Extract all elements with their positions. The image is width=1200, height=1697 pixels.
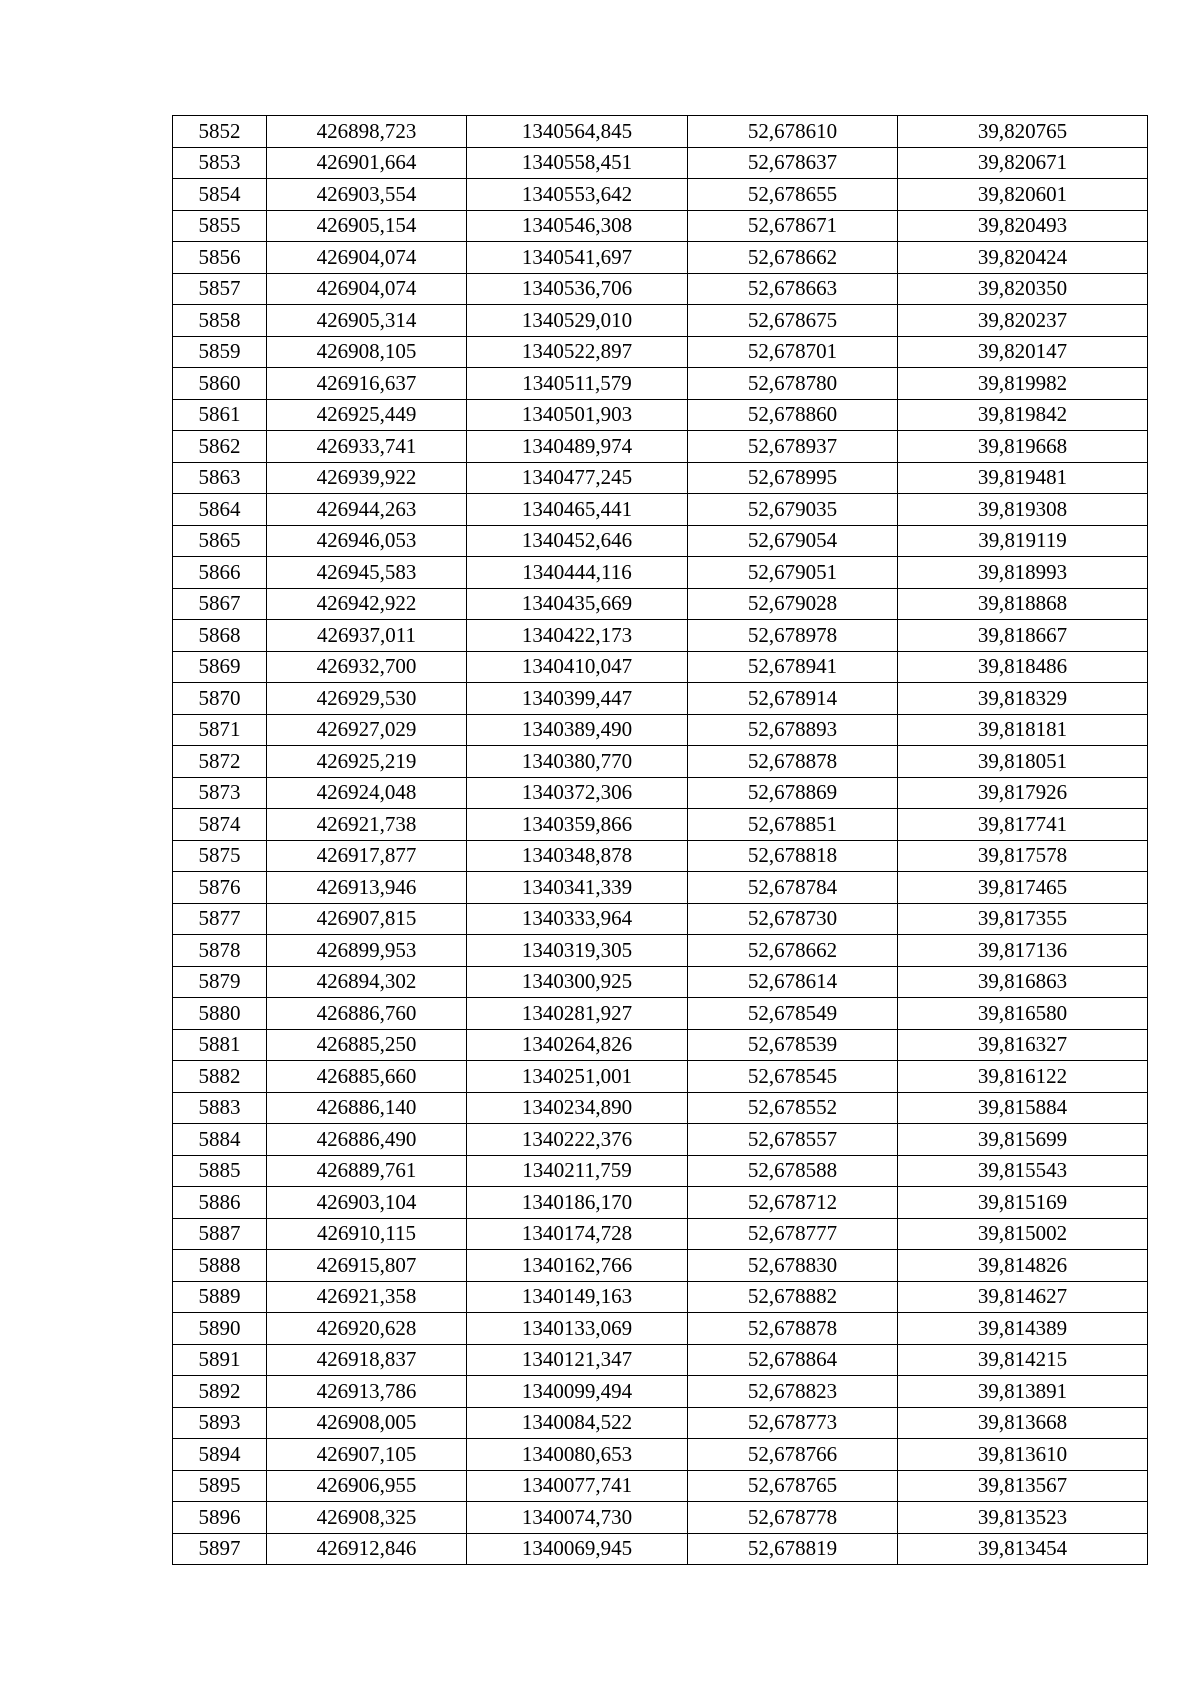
x-coordinate-cell: 426899,953	[267, 935, 467, 967]
latitude-cell: 52,678777	[688, 1218, 898, 1250]
x-coordinate-cell: 426910,115	[267, 1218, 467, 1250]
x-coordinate-cell: 426920,628	[267, 1313, 467, 1345]
y-coordinate-cell: 1340121,347	[467, 1344, 688, 1376]
point-number-cell: 5868	[173, 620, 267, 652]
longitude-cell: 39,815169	[898, 1187, 1148, 1219]
latitude-cell: 52,678784	[688, 872, 898, 904]
table-row	[173, 242, 1148, 274]
y-coordinate-cell: 1340501,903	[467, 399, 688, 431]
longitude-cell: 39,817136	[898, 935, 1148, 967]
latitude-cell: 52,678545	[688, 1061, 898, 1093]
point-number-cell: 5858	[173, 305, 267, 337]
latitude-cell: 52,678655	[688, 179, 898, 211]
table-row	[173, 683, 1148, 715]
longitude-cell: 39,820424	[898, 242, 1148, 274]
y-coordinate-cell: 1340162,766	[467, 1250, 688, 1282]
x-coordinate-cell: 426944,263	[267, 494, 467, 526]
x-coordinate-cell: 426885,250	[267, 1029, 467, 1061]
x-coordinate-cell: 426946,053	[267, 525, 467, 557]
y-coordinate-cell: 1340133,069	[467, 1313, 688, 1345]
latitude-cell: 52,678941	[688, 651, 898, 683]
point-number-cell: 5867	[173, 588, 267, 620]
point-number-cell: 5881	[173, 1029, 267, 1061]
y-coordinate-cell: 1340234,890	[467, 1092, 688, 1124]
latitude-cell: 52,678662	[688, 242, 898, 274]
latitude-cell: 52,678914	[688, 683, 898, 715]
longitude-cell: 39,813891	[898, 1376, 1148, 1408]
point-number-cell: 5875	[173, 840, 267, 872]
point-number-cell: 5862	[173, 431, 267, 463]
y-coordinate-cell: 1340389,490	[467, 714, 688, 746]
longitude-cell: 39,813610	[898, 1439, 1148, 1471]
table-row	[173, 903, 1148, 935]
latitude-cell: 52,679035	[688, 494, 898, 526]
latitude-cell: 52,678730	[688, 903, 898, 935]
longitude-cell: 39,817741	[898, 809, 1148, 841]
x-coordinate-cell: 426907,105	[267, 1439, 467, 1471]
y-coordinate-cell: 1340359,866	[467, 809, 688, 841]
x-coordinate-cell: 426901,664	[267, 147, 467, 179]
table-row	[173, 525, 1148, 557]
point-number-cell: 5865	[173, 525, 267, 557]
table-row	[173, 588, 1148, 620]
x-coordinate-cell: 426905,314	[267, 305, 467, 337]
longitude-cell: 39,814826	[898, 1250, 1148, 1282]
x-coordinate-cell: 426921,738	[267, 809, 467, 841]
longitude-cell: 39,814627	[898, 1281, 1148, 1313]
y-coordinate-cell: 1340435,669	[467, 588, 688, 620]
table-row	[173, 1155, 1148, 1187]
point-number-cell: 5877	[173, 903, 267, 935]
point-number-cell: 5860	[173, 368, 267, 400]
table-row	[173, 777, 1148, 809]
table-row	[173, 1376, 1148, 1408]
latitude-cell: 52,678864	[688, 1344, 898, 1376]
point-number-cell: 5889	[173, 1281, 267, 1313]
y-coordinate-cell: 1340341,339	[467, 872, 688, 904]
point-number-cell: 5870	[173, 683, 267, 715]
x-coordinate-cell: 426903,554	[267, 179, 467, 211]
x-coordinate-cell: 426925,219	[267, 746, 467, 778]
y-coordinate-cell: 1340399,447	[467, 683, 688, 715]
y-coordinate-cell: 1340251,001	[467, 1061, 688, 1093]
y-coordinate-cell: 1340077,741	[467, 1470, 688, 1502]
longitude-cell: 39,820147	[898, 336, 1148, 368]
longitude-cell: 39,818051	[898, 746, 1148, 778]
point-number-cell: 5884	[173, 1124, 267, 1156]
latitude-cell: 52,678823	[688, 1376, 898, 1408]
latitude-cell: 52,678662	[688, 935, 898, 967]
latitude-cell: 52,679054	[688, 525, 898, 557]
point-number-cell: 5855	[173, 210, 267, 242]
x-coordinate-cell: 426903,104	[267, 1187, 467, 1219]
y-coordinate-cell: 1340541,697	[467, 242, 688, 274]
table-row	[173, 998, 1148, 1030]
table-row	[173, 935, 1148, 967]
x-coordinate-cell: 426921,358	[267, 1281, 467, 1313]
point-number-cell: 5857	[173, 273, 267, 305]
latitude-cell: 52,678860	[688, 399, 898, 431]
longitude-cell: 39,815884	[898, 1092, 1148, 1124]
x-coordinate-cell: 426904,074	[267, 273, 467, 305]
table-row	[173, 179, 1148, 211]
table-row	[173, 431, 1148, 463]
longitude-cell: 39,819668	[898, 431, 1148, 463]
longitude-cell: 39,818667	[898, 620, 1148, 652]
point-number-cell: 5890	[173, 1313, 267, 1345]
table-row	[173, 494, 1148, 526]
latitude-cell: 52,678552	[688, 1092, 898, 1124]
table-row	[173, 1218, 1148, 1250]
point-number-cell: 5866	[173, 557, 267, 589]
point-number-cell: 5861	[173, 399, 267, 431]
y-coordinate-cell: 1340422,173	[467, 620, 688, 652]
y-coordinate-cell: 1340477,245	[467, 462, 688, 494]
y-coordinate-cell: 1340333,964	[467, 903, 688, 935]
longitude-cell: 39,820493	[898, 210, 1148, 242]
table-row	[173, 305, 1148, 337]
point-number-cell: 5895	[173, 1470, 267, 1502]
latitude-cell: 52,678610	[688, 116, 898, 148]
point-number-cell: 5876	[173, 872, 267, 904]
y-coordinate-cell: 1340300,925	[467, 966, 688, 998]
longitude-cell: 39,819842	[898, 399, 1148, 431]
x-coordinate-cell: 426925,449	[267, 399, 467, 431]
y-coordinate-cell: 1340536,706	[467, 273, 688, 305]
longitude-cell: 39,817355	[898, 903, 1148, 935]
x-coordinate-cell: 426886,140	[267, 1092, 467, 1124]
latitude-cell: 52,678637	[688, 147, 898, 179]
table-row	[173, 809, 1148, 841]
point-number-cell: 5888	[173, 1250, 267, 1282]
coordinates-table	[172, 115, 1148, 1565]
longitude-cell: 39,820601	[898, 179, 1148, 211]
latitude-cell: 52,678557	[688, 1124, 898, 1156]
table-row	[173, 1439, 1148, 1471]
point-number-cell: 5894	[173, 1439, 267, 1471]
y-coordinate-cell: 1340084,522	[467, 1407, 688, 1439]
x-coordinate-cell: 426906,955	[267, 1470, 467, 1502]
latitude-cell: 52,678995	[688, 462, 898, 494]
y-coordinate-cell: 1340465,441	[467, 494, 688, 526]
latitude-cell: 52,679051	[688, 557, 898, 589]
y-coordinate-cell: 1340511,579	[467, 368, 688, 400]
x-coordinate-cell: 426929,530	[267, 683, 467, 715]
point-number-cell: 5853	[173, 147, 267, 179]
point-number-cell: 5885	[173, 1155, 267, 1187]
x-coordinate-cell: 426894,302	[267, 966, 467, 998]
table-row	[173, 399, 1148, 431]
x-coordinate-cell: 426885,660	[267, 1061, 467, 1093]
latitude-cell: 52,678978	[688, 620, 898, 652]
latitude-cell: 52,678675	[688, 305, 898, 337]
latitude-cell: 52,678712	[688, 1187, 898, 1219]
point-number-cell: 5863	[173, 462, 267, 494]
latitude-cell: 52,678671	[688, 210, 898, 242]
latitude-cell: 52,678937	[688, 431, 898, 463]
longitude-cell: 39,818329	[898, 683, 1148, 715]
latitude-cell: 52,679028	[688, 588, 898, 620]
x-coordinate-cell: 426932,700	[267, 651, 467, 683]
latitude-cell: 52,678588	[688, 1155, 898, 1187]
point-number-cell: 5878	[173, 935, 267, 967]
longitude-cell: 39,813567	[898, 1470, 1148, 1502]
longitude-cell: 39,816122	[898, 1061, 1148, 1093]
x-coordinate-cell: 426945,583	[267, 557, 467, 589]
latitude-cell: 52,678780	[688, 368, 898, 400]
table-row	[173, 746, 1148, 778]
y-coordinate-cell: 1340080,653	[467, 1439, 688, 1471]
table-row	[173, 1344, 1148, 1376]
x-coordinate-cell: 426942,922	[267, 588, 467, 620]
y-coordinate-cell: 1340380,770	[467, 746, 688, 778]
longitude-cell: 39,816580	[898, 998, 1148, 1030]
y-coordinate-cell: 1340553,642	[467, 179, 688, 211]
longitude-cell: 39,816863	[898, 966, 1148, 998]
table-row	[173, 1061, 1148, 1093]
y-coordinate-cell: 1340546,308	[467, 210, 688, 242]
longitude-cell: 39,819481	[898, 462, 1148, 494]
x-coordinate-cell: 426886,760	[267, 998, 467, 1030]
latitude-cell: 52,678830	[688, 1250, 898, 1282]
latitude-cell: 52,678701	[688, 336, 898, 368]
x-coordinate-cell: 426908,005	[267, 1407, 467, 1439]
point-number-cell: 5854	[173, 179, 267, 211]
longitude-cell: 39,820237	[898, 305, 1148, 337]
x-coordinate-cell: 426913,786	[267, 1376, 467, 1408]
y-coordinate-cell: 1340174,728	[467, 1218, 688, 1250]
x-coordinate-cell: 426912,846	[267, 1533, 467, 1565]
longitude-cell: 39,817926	[898, 777, 1148, 809]
table-row	[173, 462, 1148, 494]
table-row	[173, 651, 1148, 683]
point-number-cell: 5859	[173, 336, 267, 368]
latitude-cell: 52,678778	[688, 1502, 898, 1534]
longitude-cell: 39,814389	[898, 1313, 1148, 1345]
y-coordinate-cell: 1340558,451	[467, 147, 688, 179]
point-number-cell: 5869	[173, 651, 267, 683]
x-coordinate-cell: 426908,105	[267, 336, 467, 368]
y-coordinate-cell: 1340281,927	[467, 998, 688, 1030]
table-row	[173, 620, 1148, 652]
longitude-cell: 39,815699	[898, 1124, 1148, 1156]
x-coordinate-cell: 426917,877	[267, 840, 467, 872]
x-coordinate-cell: 426916,637	[267, 368, 467, 400]
y-coordinate-cell: 1340529,010	[467, 305, 688, 337]
longitude-cell: 39,813668	[898, 1407, 1148, 1439]
point-number-cell: 5874	[173, 809, 267, 841]
table-row	[173, 840, 1148, 872]
x-coordinate-cell: 426927,029	[267, 714, 467, 746]
table-row	[173, 1281, 1148, 1313]
y-coordinate-cell: 1340489,974	[467, 431, 688, 463]
point-number-cell: 5856	[173, 242, 267, 274]
latitude-cell: 52,678878	[688, 746, 898, 778]
table-row	[173, 336, 1148, 368]
x-coordinate-cell: 426907,815	[267, 903, 467, 935]
latitude-cell: 52,678766	[688, 1439, 898, 1471]
point-number-cell: 5852	[173, 116, 267, 148]
latitude-cell: 52,678663	[688, 273, 898, 305]
longitude-cell: 39,814215	[898, 1344, 1148, 1376]
point-number-cell: 5887	[173, 1218, 267, 1250]
y-coordinate-cell: 1340319,305	[467, 935, 688, 967]
x-coordinate-cell: 426915,807	[267, 1250, 467, 1282]
longitude-cell: 39,815002	[898, 1218, 1148, 1250]
point-number-cell: 5864	[173, 494, 267, 526]
longitude-cell: 39,818868	[898, 588, 1148, 620]
table-row	[173, 1124, 1148, 1156]
point-number-cell: 5886	[173, 1187, 267, 1219]
y-coordinate-cell: 1340211,759	[467, 1155, 688, 1187]
table-row	[173, 966, 1148, 998]
table-row	[173, 1187, 1148, 1219]
y-coordinate-cell: 1340074,730	[467, 1502, 688, 1534]
latitude-cell: 52,678614	[688, 966, 898, 998]
longitude-cell: 39,819308	[898, 494, 1148, 526]
longitude-cell: 39,820671	[898, 147, 1148, 179]
x-coordinate-cell: 426933,741	[267, 431, 467, 463]
longitude-cell: 39,815543	[898, 1155, 1148, 1187]
y-coordinate-cell: 1340444,116	[467, 557, 688, 589]
table-row	[173, 714, 1148, 746]
x-coordinate-cell: 426939,922	[267, 462, 467, 494]
longitude-cell: 39,818993	[898, 557, 1148, 589]
x-coordinate-cell: 426898,723	[267, 116, 467, 148]
x-coordinate-cell: 426924,048	[267, 777, 467, 809]
table-row	[173, 273, 1148, 305]
point-number-cell: 5891	[173, 1344, 267, 1376]
longitude-cell: 39,813454	[898, 1533, 1148, 1565]
latitude-cell: 52,678878	[688, 1313, 898, 1345]
point-number-cell: 5893	[173, 1407, 267, 1439]
table-row	[173, 210, 1148, 242]
latitude-cell: 52,678882	[688, 1281, 898, 1313]
table-row	[173, 116, 1148, 148]
point-number-cell: 5880	[173, 998, 267, 1030]
point-number-cell: 5892	[173, 1376, 267, 1408]
y-coordinate-cell: 1340222,376	[467, 1124, 688, 1156]
table-row	[173, 1502, 1148, 1534]
longitude-cell: 39,816327	[898, 1029, 1148, 1061]
latitude-cell: 52,678549	[688, 998, 898, 1030]
point-number-cell: 5896	[173, 1502, 267, 1534]
y-coordinate-cell: 1340522,897	[467, 336, 688, 368]
table-row	[173, 368, 1148, 400]
x-coordinate-cell: 426908,325	[267, 1502, 467, 1534]
x-coordinate-cell: 426904,074	[267, 242, 467, 274]
y-coordinate-cell: 1340410,047	[467, 651, 688, 683]
latitude-cell: 52,678773	[688, 1407, 898, 1439]
point-number-cell: 5883	[173, 1092, 267, 1124]
longitude-cell: 39,819982	[898, 368, 1148, 400]
table-row	[173, 1250, 1148, 1282]
y-coordinate-cell: 1340564,845	[467, 116, 688, 148]
y-coordinate-cell: 1340186,170	[467, 1187, 688, 1219]
latitude-cell: 52,678869	[688, 777, 898, 809]
x-coordinate-cell: 426889,761	[267, 1155, 467, 1187]
longitude-cell: 39,817465	[898, 872, 1148, 904]
longitude-cell: 39,820350	[898, 273, 1148, 305]
y-coordinate-cell: 1340149,163	[467, 1281, 688, 1313]
longitude-cell: 39,819119	[898, 525, 1148, 557]
latitude-cell: 52,678765	[688, 1470, 898, 1502]
x-coordinate-cell: 426937,011	[267, 620, 467, 652]
y-coordinate-cell: 1340348,878	[467, 840, 688, 872]
point-number-cell: 5871	[173, 714, 267, 746]
table-row	[173, 1470, 1148, 1502]
point-number-cell: 5879	[173, 966, 267, 998]
point-number-cell: 5872	[173, 746, 267, 778]
latitude-cell: 52,678819	[688, 1533, 898, 1565]
x-coordinate-cell: 426913,946	[267, 872, 467, 904]
latitude-cell: 52,678818	[688, 840, 898, 872]
point-number-cell: 5882	[173, 1061, 267, 1093]
table-row	[173, 1313, 1148, 1345]
table-row	[173, 1533, 1148, 1565]
x-coordinate-cell: 426886,490	[267, 1124, 467, 1156]
table-row	[173, 147, 1148, 179]
x-coordinate-cell: 426905,154	[267, 210, 467, 242]
table-row	[173, 557, 1148, 589]
table-row	[173, 1092, 1148, 1124]
y-coordinate-cell: 1340264,826	[467, 1029, 688, 1061]
longitude-cell: 39,818486	[898, 651, 1148, 683]
longitude-cell: 39,818181	[898, 714, 1148, 746]
table-row	[173, 1029, 1148, 1061]
table-row	[173, 1407, 1148, 1439]
longitude-cell: 39,820765	[898, 116, 1148, 148]
table-row	[173, 872, 1148, 904]
y-coordinate-cell: 1340452,646	[467, 525, 688, 557]
longitude-cell: 39,813523	[898, 1502, 1148, 1534]
coordinates-table-body	[173, 116, 1148, 1565]
latitude-cell: 52,678539	[688, 1029, 898, 1061]
longitude-cell: 39,817578	[898, 840, 1148, 872]
x-coordinate-cell: 426918,837	[267, 1344, 467, 1376]
y-coordinate-cell: 1340099,494	[467, 1376, 688, 1408]
latitude-cell: 52,678851	[688, 809, 898, 841]
latitude-cell: 52,678893	[688, 714, 898, 746]
y-coordinate-cell: 1340372,306	[467, 777, 688, 809]
y-coordinate-cell: 1340069,945	[467, 1533, 688, 1565]
point-number-cell: 5873	[173, 777, 267, 809]
point-number-cell: 5897	[173, 1533, 267, 1565]
